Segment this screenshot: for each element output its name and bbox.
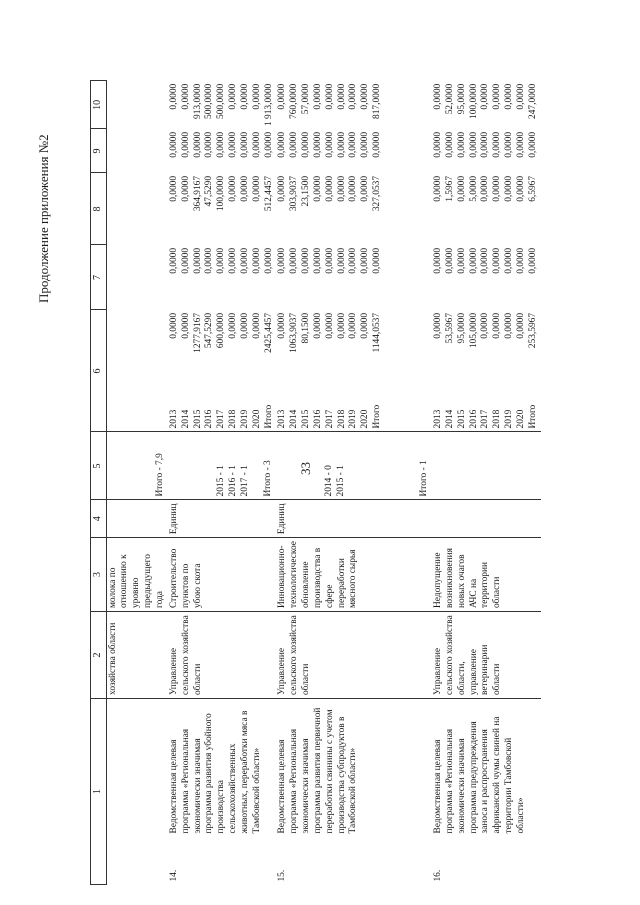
header-cell-8: 8	[91, 173, 107, 245]
extrabudget-funding: 0,0000 52,0000 95,0000 100,0000 0,0000 0,0000 0,0000 0,0000 247,0000	[433, 83, 538, 119]
total-funding: 0,0000 1063,9037 80,1500 0,0000 0,0000 0,0000 0,0000 0,0000 1144,0537	[277, 312, 383, 353]
header-cell-3: 3	[91, 538, 107, 612]
indicator: Недопущение возникновения новых очагов АЧС на территории области	[432, 538, 541, 612]
target-values: 2015 - 1 2016 - 1 2017 - 1 Итого - 3	[168, 432, 277, 500]
program-row	[276, 81, 432, 885]
year-list: 2013 2014 2015 2016 2017 2018 2019 2020 Итого	[433, 404, 538, 429]
local-funding: 0,0000 0,0000 0,0000 0,0000 0,0000 0,0000 0,0000 0,0000 0,0000	[277, 131, 383, 158]
header-cell-4: 4	[91, 500, 107, 538]
program-name: Ведомственная целевая программа «Региональная экономически значимая программа предупреждения заноса и распространения африканской чумы свиней на территории Тамбовской области»	[432, 699, 541, 837]
unit	[432, 500, 541, 538]
program-row	[432, 81, 541, 885]
indicator: Строительство пунктов по убою скота	[168, 538, 277, 612]
regional-funding: 0,0000 0,0000 364,9167 47,5290 100,0000 0,0000 0,0000 0,0000 512,4457	[168, 175, 274, 212]
budget-table	[90, 80, 541, 885]
year-list: 2013 2014 2015 2016 2017 2018 2019 2020 Итого	[168, 404, 274, 429]
total-funding: 0,0000 0,0000 1277,9167 547,5290 600,0000 0,0000 0,0000 0,0000 2425,4457	[168, 312, 274, 353]
year-list: 2013 2014 2015 2016 2017 2018 2019 2020 Итого	[277, 404, 383, 429]
header-cell-2: 2	[91, 612, 107, 699]
header-cell-6: 6	[91, 310, 107, 432]
program-name: Ведомственная целевая программа «Региональная экономически значимая программа развития убойного производства сельскохозяйственных животных, переработки мяса в Тамбовской области»	[168, 699, 277, 837]
executor: Управление сельского хозяйства области	[168, 612, 277, 699]
extrabudget-funding: 0,0000 760,0000 57,0000 0,0000 0,0000 0,0000 0,0000 0,0000 817,0000	[277, 83, 383, 119]
local-funding: 0,0000 0,0000 0,0000 0,0000 0,0000 0,0000 0,0000 0,0000 0,0000	[433, 131, 538, 158]
local-funding: 0,0000 0,0000 0,0000 0,0000 0,0000 0,0000 0,0000 0,0000 0,0000	[168, 131, 274, 158]
continuation-caption: Продолжение приложения №2	[36, 134, 51, 303]
header-cell-1: 1	[91, 699, 107, 885]
target-values: 2014 - 0 2015 - 1 Итого - 1	[276, 432, 432, 500]
unit: Единиц	[168, 500, 277, 538]
federal-funding: 0,0000 0,0000 0,0000 0,0000 0,0000 0,0000 0,0000 0,0000 0,0000	[277, 247, 383, 274]
regional-funding: 0,0000 1,5967 0,0000 5,0000 0,0000 0,0000 0,0000 0,0000 6,5967	[433, 175, 538, 202]
continued-indicator: молока по отношению к уровню предыдущего года	[106, 538, 168, 612]
regional-funding: 0,0000 303,9037 23,1500 0,0000 0,0000 0,0000 0,0000 0,0000 327,0537	[277, 175, 383, 212]
header-cell-5: 5	[91, 432, 107, 500]
header-cell-10: 10	[91, 81, 107, 129]
header-cell-7: 7	[91, 245, 107, 310]
extrabudget-funding: 0,0000 0,0000 913,0000 500,0000 500,0000 0,0000 0,0000 0,0000 1 913,0000	[168, 83, 274, 126]
column-number-row	[91, 81, 107, 885]
continued-row	[106, 81, 168, 885]
target-values	[432, 432, 541, 500]
row-number: 16.	[433, 869, 443, 882]
federal-funding: 0,0000 0,0000 0,0000 0,0000 0,0000 0,0000 0,0000 0,0000 0,0000	[168, 247, 274, 274]
continued-executor: хозяйства области	[106, 612, 168, 699]
executor: Управление сельского хозяйства области	[276, 612, 432, 699]
continued-target: Итого - 7,9	[106, 432, 168, 500]
federal-funding: 0,0000 0,0000 0,0000 0,0000 0,0000 0,0000 0,0000 0,0000 0,0000	[433, 247, 538, 274]
total-funding: 0,0000 53,5967 95,0000 105,0000 0,0000 0,0000 0,0000 0,0000 253,5967	[433, 312, 538, 349]
header-cell-9: 9	[91, 129, 107, 173]
executor: Управление сельского хозяйства области, управление ветеринарии области	[432, 612, 541, 699]
program-row	[168, 81, 277, 885]
unit: Единиц	[276, 500, 432, 538]
program-name: Ведомственная целевая программа «Региональная экономически значимая программа развития первичной переработки свинины с учетом производства субпродуктов в Тамбовской области»	[276, 699, 432, 837]
row-number: 14.	[168, 869, 179, 882]
row-number: 15.	[277, 869, 288, 882]
indicator: Инновационно-технологическое обновление производства в сфере переработки мясного сырья	[276, 538, 432, 612]
page-number: 33	[298, 462, 313, 475]
